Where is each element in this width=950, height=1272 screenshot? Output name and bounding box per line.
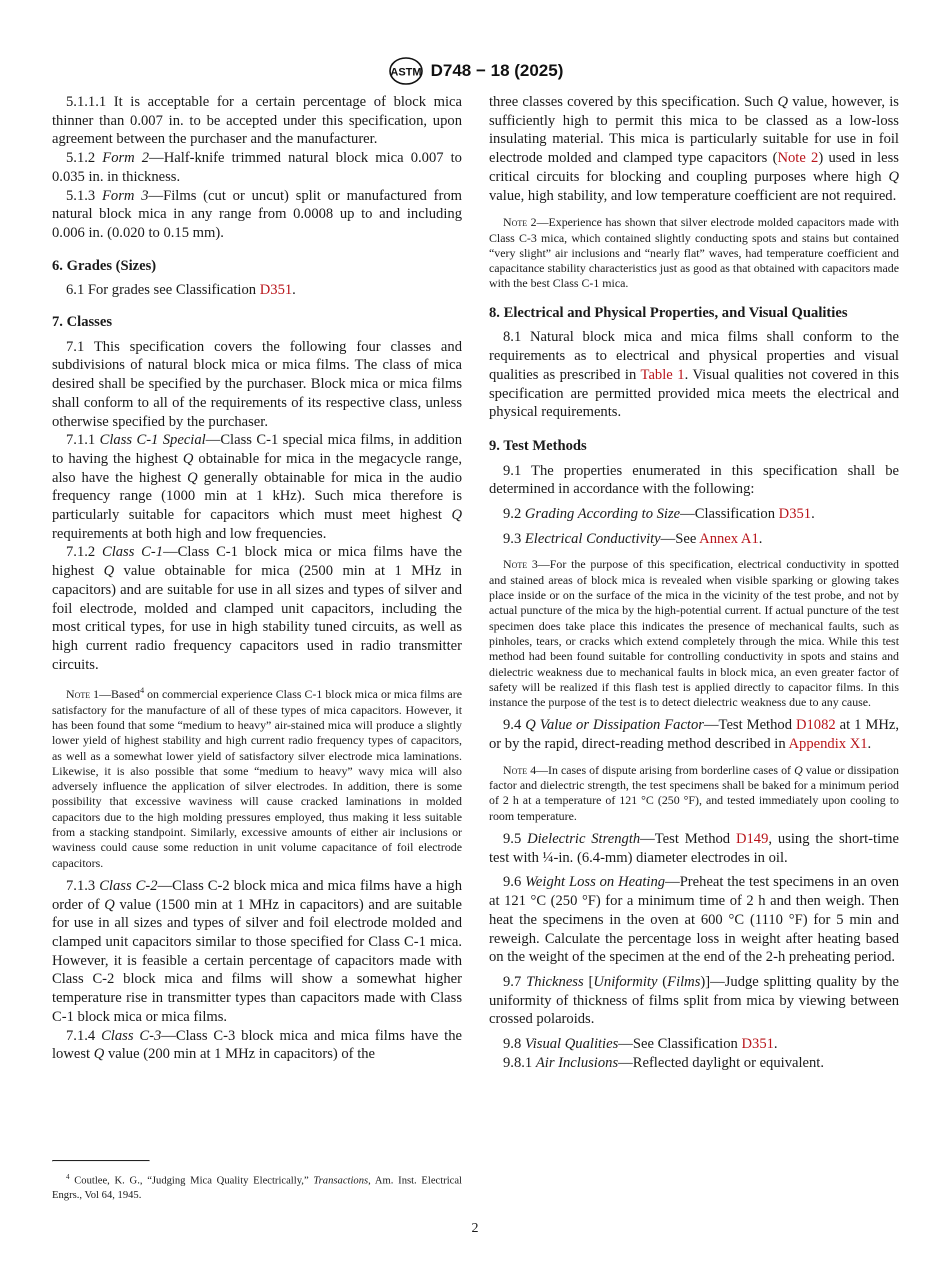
note-2: Note 2—Experience has shown that silver electrode molded capacitors made with Class C-3 mica, which contained slightly conducting spots and stains but contained “very slight” air inclusions and “nearly flat” waves, had temperature coefficient and capacitance stability characteristics just as good as that obtained with capacitors made with the best Class C-1 mica. xyxy=(489,215,899,291)
paragraph-9-1: 9.1 The properties enumerated in this specification shall be determined in accordance with the following: xyxy=(489,462,899,498)
paragraph-7-1-1: 7.1.1 Class C-1 Special—Class C-1 special mica films, in addition to having the highest Q obtainable for mica in the megacycle range, also have the highest Q generally obtainable for mica in the audio frequency range (1000 min at 1 kHz). Such mica therefore is particularly suitable for capacitors which must meet highest Q requirements at both high and low frequencies. xyxy=(52,432,463,542)
note-4: Note 4—In cases of dispute arising from borderline cases of Q value or dissipation factor and dielectric strength, the test specimens shall be baked for a minimum period of 2 h at a temperature of 121 °C (250 °F), and tested immediately upon cooling to room temperature. xyxy=(489,762,899,823)
footnote-ref-4: 4 xyxy=(140,686,145,696)
paragraph-9-4: 9.4 Q Value or Dissipation Factor—Test Method D1082 at 1 MHz, or by the rapid, direct-reading method described in Appendix X1. xyxy=(489,717,899,753)
paragraph-7-1: 7.1 This specification covers the following four classes and subdivisions of natural block mica or mica films. The class of mica desired shall be specified by the purchaser. Block mica or mica films shall conform to all of the requirements of its respective class, unless otherwise specified by the purchaser. xyxy=(52,338,462,430)
document-id: D748 − 18 (2025) xyxy=(430,61,564,80)
link-d1082[interactable]: D1082 xyxy=(795,717,836,734)
link-note-2[interactable]: Note 2 xyxy=(777,150,819,167)
link-d149[interactable]: D149 xyxy=(735,831,769,847)
paragraph-7-1-2: 7.1.2 Class C-1—Class C-1 block mica or mica films have the highest Q value obtainable for mica (2500 min at 1 MHz in capacitors) and are suitable for use in all sizes and types of silver and foil electrode, molded and clamped unit capacitors, including the most critical types, for use in high stability tuned circuits, as well as high current radio frequency capacitors used in radio transmitter circuits. xyxy=(52,544,463,673)
paragraph-7-1-4: 7.1.4 Class C-3—Class C-3 block mica and mica films have the lowest Q value (200 min at 1 MHz in capacitors) of the xyxy=(52,1027,463,1063)
paragraph-5-1-3: 5.1.3 Form 3—Films (cut or uncut) split or manufactured from natural block mica in any range from 0.0008 up to and including 0.006 in. (0.020 to 0.15 mm). xyxy=(52,187,462,241)
footnote-4: $^4$ Coutlee, K. G., “Judging Mica Quality Electrically,” Transactions, Am. Inst. Electrical Engrs., Vol 64, 1945. xyxy=(52,1173,463,1201)
paragraph-9-8: 9.8 Visual Qualities—See Classification D351. xyxy=(503,1036,778,1053)
link-d351[interactable]: D351 xyxy=(259,282,293,299)
link-annex-a1[interactable]: Annex A1 xyxy=(699,530,759,547)
footnote-divider xyxy=(52,1160,150,1162)
paragraph-9-2: 9.2 Grading According to Size—Classification D351. xyxy=(503,506,815,523)
page-header xyxy=(0,56,950,86)
link-appendix-x1[interactable]: Appendix X1 xyxy=(788,736,868,753)
note-3: Note 3—For the purpose of this specification, electrical conductivity in spotted and stained areas of block mica is revealed when visible sparking or glowing takes place inside or on the surface of the mica in the vicinity of the test probe, and not by actual puncture of the mica by the high-potential current. If actual puncture of the test specimen does take place this indicates the presence of mechanical faults, such as pinholes, tears, or cracks which extend completely through the mica. While this test method had been found suitable for controlling conductivity in spots and stains and dielectric weakness due to mechanical faults in block mica, an even greater factor of safety will be realized if this flash test is applied directly to capacitor films. In this instance the purpose of the test is to detect dielectric weakness due to any cause. xyxy=(489,557,899,710)
paragraph-6-1: 6.1 For grades see Classification D351. xyxy=(66,282,296,299)
paragraph-5-1-1-1: 5.1.1.1 It is acceptable for a certain percentage of block mica thinner than 0.007 in. to be accepted under this specification, upon agreement between the purchaser and the manufacturer. xyxy=(52,94,462,148)
paragraph-9-7: 9.7 Thickness [Uniformity (Films)]—Judge splitting quality by the uniformity of thickness of films split from mica by viewing between crossed polaroids. xyxy=(489,973,899,1028)
right-column xyxy=(489,93,899,1072)
paragraph-9-6: 9.6 Weight Loss on Heating—Preheat the test specimens in an oven at 121 °C (250 °F) for a minimum time of 2 h and then weigh. Then heat the specimens in the oven at 600 °C (1110 °F) for 5 min and reweigh. Calculate the percentage loss in weight after heating based on the weight of the specimen at the end of the 2-h preheating period. xyxy=(489,874,900,966)
section-heading-8: 8. Electrical and Physical Properties, and Visual Qualities xyxy=(489,304,848,321)
footnote xyxy=(52,1160,462,1203)
paragraph-8-1: 8.1 Natural block mica and mica films shall conform to the requirements as to electrical and physical properties and visual qualities as prescribed in Table 1. Visual qualities not covered in this specification are permitted provided mica meets the electrical and physical requirements. xyxy=(489,329,900,421)
link-table-1[interactable]: Table 1 xyxy=(640,366,685,383)
link-d351[interactable]: D351 xyxy=(741,1036,774,1053)
section-heading-6: 6. Grades (Sizes) xyxy=(52,257,157,274)
link-d351[interactable]: D351 xyxy=(778,506,812,523)
section-heading-7: 7. Classes xyxy=(52,314,112,331)
paragraph-5-1-2: 5.1.2 Form 2—Half-knife trimmed natural block mica 0.007 to 0.035 in. in thickness. xyxy=(52,150,462,185)
left-column xyxy=(52,93,462,1064)
paragraph-7-1-4-continued: three classes covered by this specification. Such Q value, however, is sufficiently high to permit this mica to be classed as a low-loss insulating material. This mica is particularly suitable for use in foil electrode molded and clamped type capacitors (Note 2) used in less critical circuits for blocking and coupling purposes where high Q value, high stability, and low temperature coefficient are not required. xyxy=(489,94,899,204)
paragraph-9-8-1: 9.8.1 Air Inclusions—Reflected daylight or equivalent. xyxy=(503,1054,825,1071)
paragraph-9-3: 9.3 Electrical Conductivity—See Annex A1. xyxy=(503,530,763,547)
paragraph-9-5: 9.5 Dielectric Strength—Test Method D149, using the short-time test with ¼-in. (6.4-mm) diameter electrodes in oil. xyxy=(489,831,899,866)
svg-text:ASTM: ASTM xyxy=(390,66,422,79)
section-heading-9: 9. Test Methods xyxy=(489,437,587,454)
page-number: 2 xyxy=(471,1221,479,1236)
note-1: Note 1—Based$^4$ on commercial experience Class C-1 block mica or mica films are satisfactory for the manufacture of all of these types of mica capacitors. However, it has been found that some “medium to heavy” air-stained mica will produce a slightly lower yield of highest stability and high current radio frequency types of capacitors, as well as a somewhat lower yield of satisfactory silver electrode mica laminations. Likewise, it is also possible that some “medium to heavy” wavy mica will also adversely influence the application of silver electrodes. In addition, there is some possibility that excessive waviness will cause cracked laminations in molded capacitors due to the high molding pressures employed, thus making it less suitable from a stacking standpoint. Similarly, excessive amounts of either air inclusions or waviness could cause some reduction in unit volume capacitance of foil electrode capacitors. xyxy=(52,686,463,870)
astm-logo-icon xyxy=(387,56,425,86)
paragraph-7-1-3: 7.1.3 Class C-2—Class C-2 block mica and mica films have a high order of Q value (1500 min at 1 MHz in capacitors) and are suitable for use in all sizes and types of silver and foil electrode molded and clamped unit capacitors similar to those specified for Class C-1 mica. However, it is feasible a certain percentage of capacitors made with Class C-2 block mica and films will show a somewhat higher temperature rise in transmitter types than capacitors made with Class C-1 block mica or mica films. xyxy=(52,877,463,1025)
